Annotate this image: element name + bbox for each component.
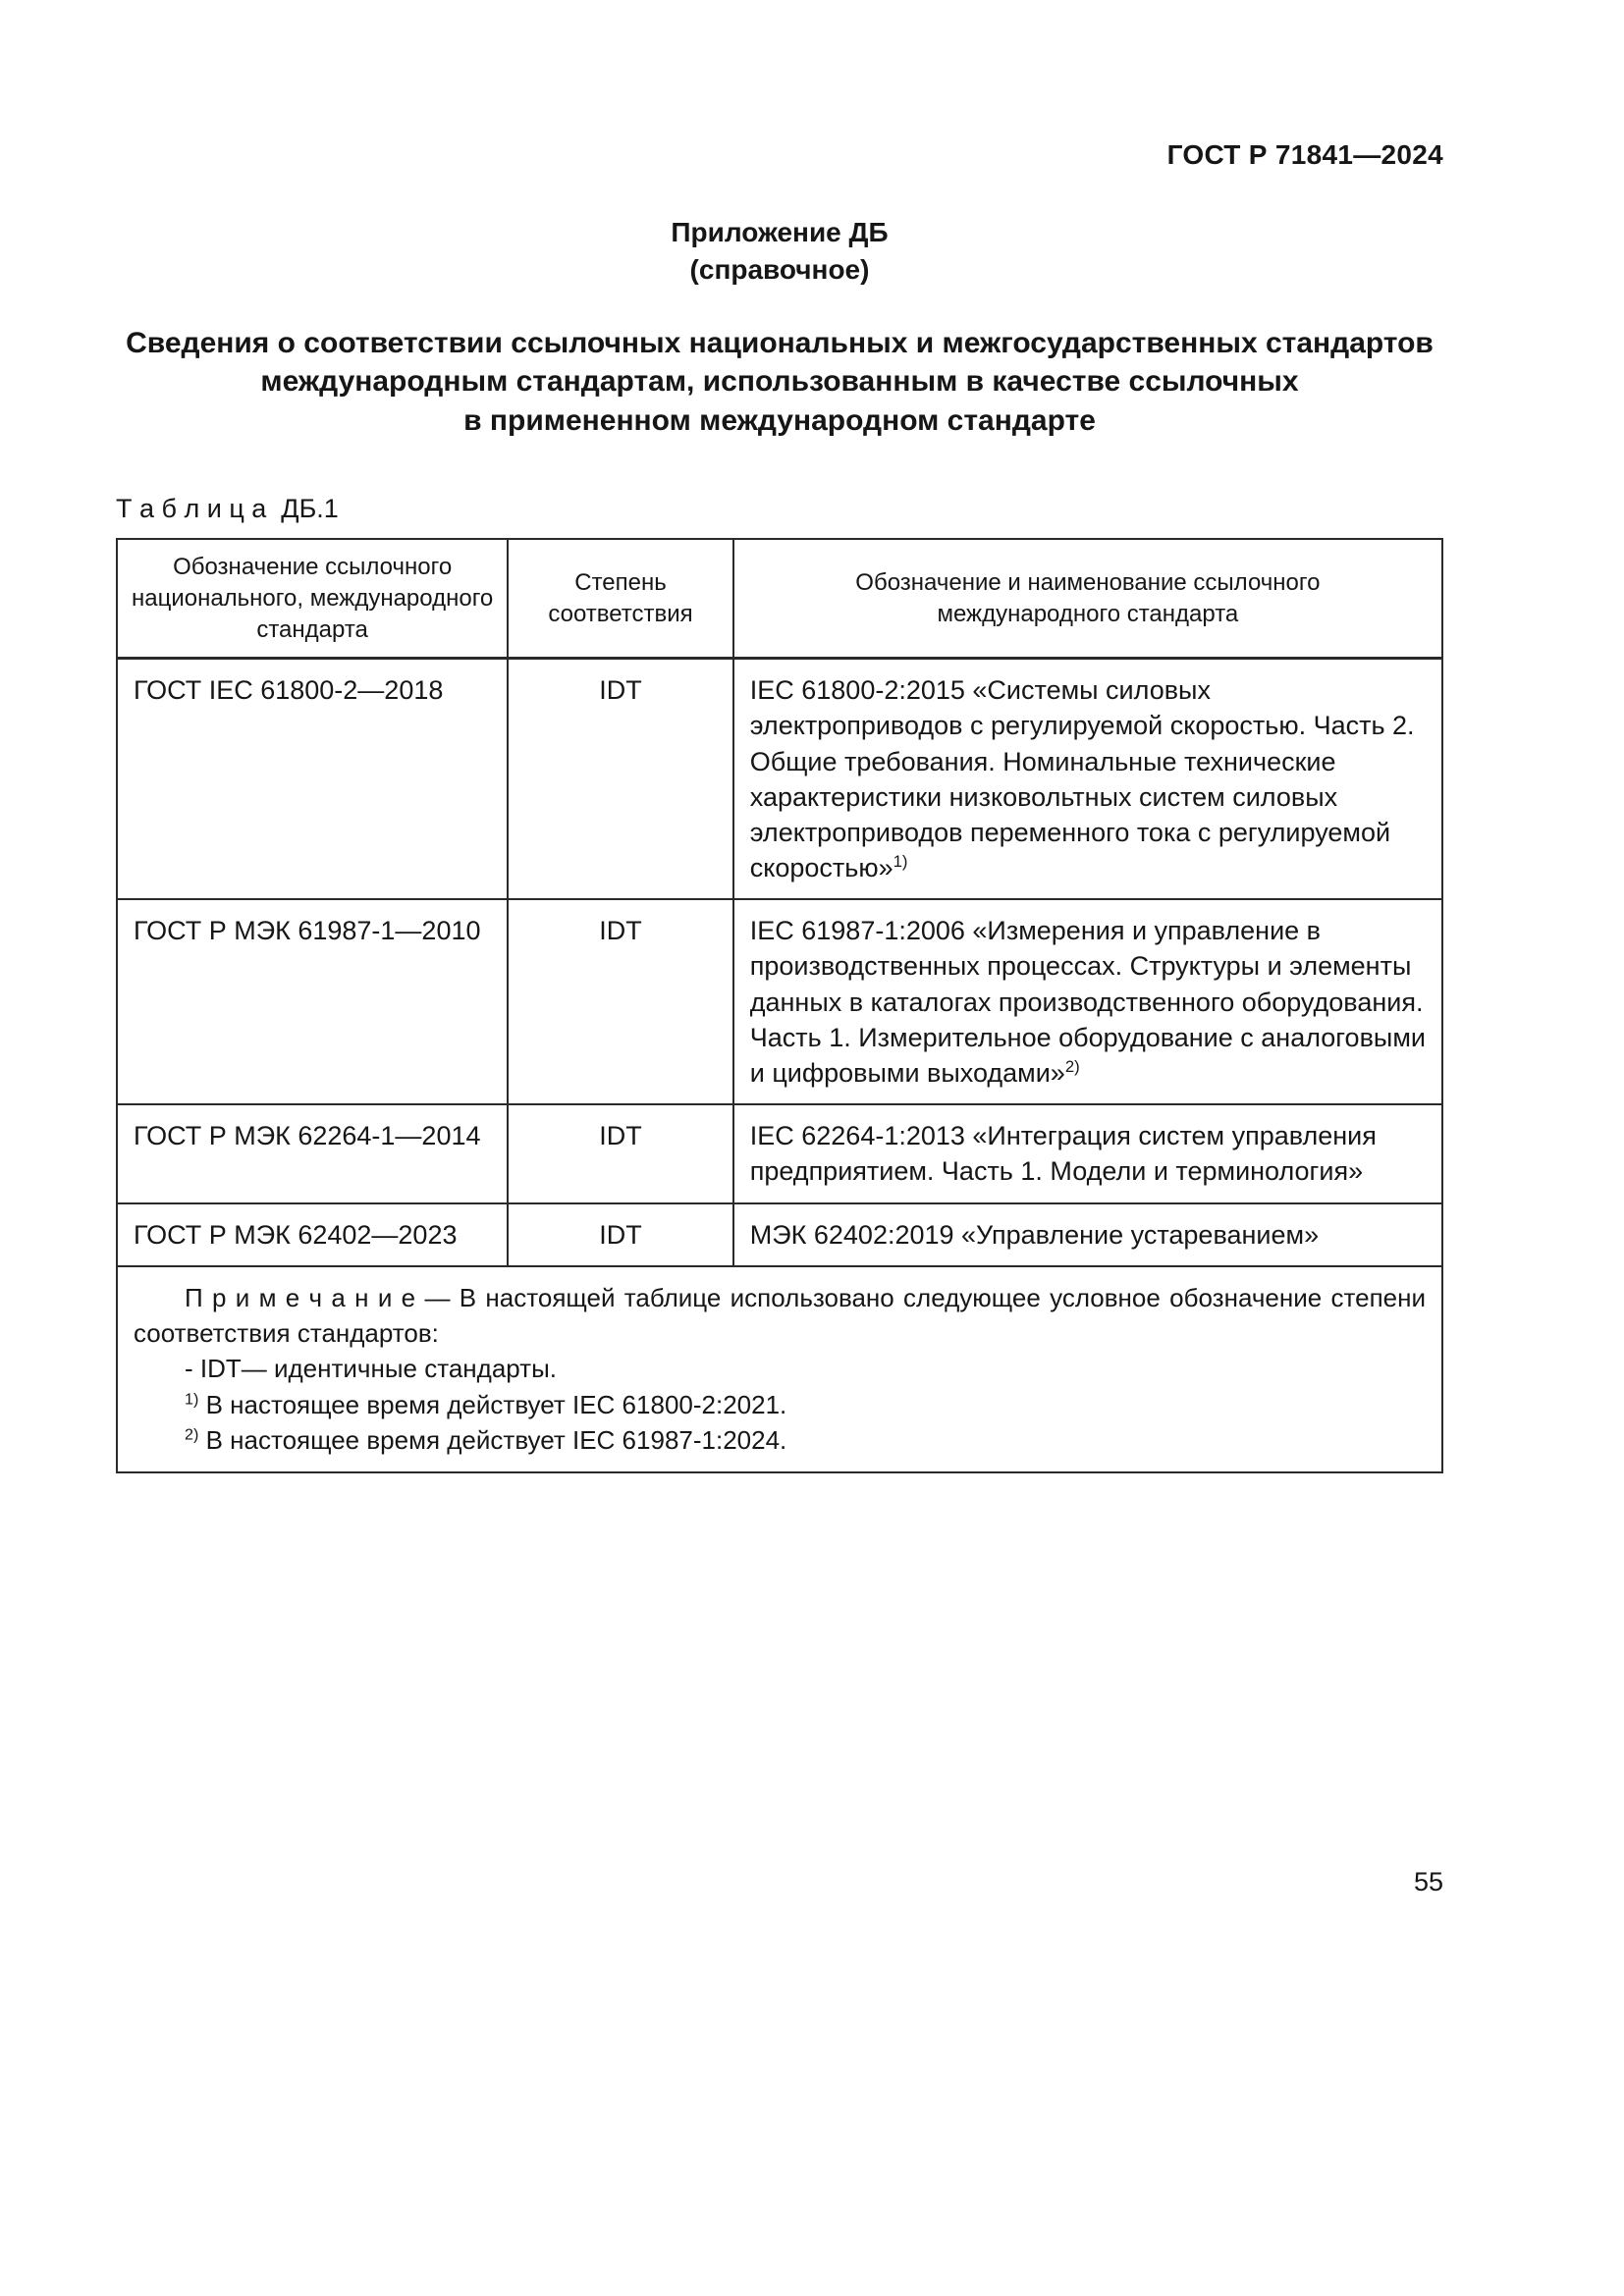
table-row xyxy=(117,1104,1442,1202)
footnote-ref: 1) xyxy=(893,852,908,872)
table-row xyxy=(117,1203,1442,1266)
cell-national-standard: ГОСТ Р МЭК 62264-1—2014 xyxy=(117,1104,508,1202)
footnote-1 xyxy=(134,1387,1426,1422)
col-header-international-standard: Обозначение и наименование ссылочного международного стандарта xyxy=(733,539,1442,659)
table-caption: Т а б л и ц а ДБ.1 xyxy=(116,494,339,524)
international-standard-text: IEC 62264-1:2013 «Интеграция систем управления предприятием. Часть 1. Модели и терминология» xyxy=(749,1121,1377,1187)
cell-international-standard xyxy=(733,659,1442,900)
cell-degree: IDT xyxy=(508,659,733,900)
footnote-1-marker: 1) xyxy=(185,1390,199,1409)
document-content xyxy=(116,139,1443,1473)
section-heading-line: международным стандартам, использованным в качестве ссылочных xyxy=(260,365,1299,399)
cell-national-standard: ГОСТ Р МЭК 61987-1—2010 xyxy=(117,899,508,1104)
footnote-2 xyxy=(134,1422,1426,1458)
section-heading-line: в примененном международном стандарте xyxy=(463,404,1096,438)
cell-national-standard: ГОСТ IEC 61800-2—2018 xyxy=(117,659,508,900)
footnote-2-marker: 2) xyxy=(185,1425,199,1444)
table-note-row xyxy=(117,1266,1442,1472)
appendix-type: (справочное) xyxy=(689,253,870,285)
standards-correspondence-table xyxy=(116,538,1443,1472)
table-note xyxy=(117,1266,1442,1472)
col-header-degree: Степень соответствия xyxy=(508,539,733,659)
cell-international-standard xyxy=(733,899,1442,1104)
table-row xyxy=(117,899,1442,1104)
page-number: 55 xyxy=(1413,1867,1443,1896)
footnote-2-text: В настоящее время действует IEC 61987-1:2024. xyxy=(205,1425,787,1456)
cell-degree: IDT xyxy=(508,899,733,1104)
appendix-heading xyxy=(116,214,1443,289)
table-row xyxy=(117,659,1442,900)
note-text: П р и м е ч а н и е — В настоящей таблице использовано следующее условное обозначение степени соответствия стандартов: xyxy=(134,1282,1426,1349)
international-standard-text: IEC 61987-1:2006 «Измерения и управление в производственных процессах. Структуры и элементы данных в каталогах производственного оборудования. Часть 1. Измерительное оборудование с аналоговыми и цифровыми выходами» xyxy=(749,916,1426,1088)
cell-degree: IDT xyxy=(508,1203,733,1266)
table-header-row xyxy=(117,539,1442,659)
cell-international-standard xyxy=(733,1203,1442,1266)
section-heading-line: Сведения о соответствии ссылочных национальных и межгосударственных стандартов xyxy=(126,326,1434,359)
section-heading xyxy=(116,324,1443,442)
cell-national-standard: ГОСТ Р МЭК 62402—2023 xyxy=(117,1203,508,1266)
col-header-national-standard: Обозначение ссылочного национального, международного стандарта xyxy=(117,539,508,659)
cell-international-standard xyxy=(733,1104,1442,1202)
international-standard-text: IEC 61800-2:2015 «Системы силовых электроприводов с регулируемой скоростью. Часть 2. Общие требования. Номинальные технические характеристики низковольтных систем силовых электроприводов переменного тока с регулируемой скоростью» xyxy=(749,675,1415,883)
footnote-ref: 2) xyxy=(1064,1057,1080,1076)
appendix-title: Приложение ДБ xyxy=(671,217,889,247)
cell-degree: IDT xyxy=(508,1104,733,1202)
footnote-1-text: В настоящее время действует IEC 61800-2:2021. xyxy=(205,1389,787,1419)
document-code: ГОСТ Р 71841—2024 xyxy=(1166,139,1443,170)
note-idt-definition: - IDT— идентичные стандарты. xyxy=(185,1354,557,1384)
international-standard-text: МЭК 62402:2019 «Управление устареванием» xyxy=(749,1219,1320,1250)
